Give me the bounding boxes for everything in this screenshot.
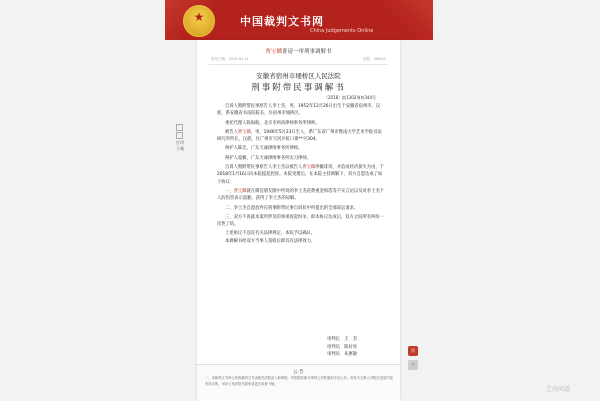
- signers: [327, 336, 357, 359]
- download-icon[interactable]: [176, 132, 183, 139]
- paragraph: 委托代理人陈海航，北京市两高律师事务所律师。: [225, 120, 320, 126]
- watermark: 艺海问道: [546, 386, 571, 393]
- paragraph: 本调解书经双方当事人签收后即具有法律效力。: [225, 238, 316, 244]
- case-title-rest: 诽谤一审刑事调解书: [282, 49, 332, 55]
- document-meta: [209, 57, 388, 65]
- court-name: 安徽省宿州市埇桥区人民法院: [256, 72, 341, 80]
- scroll-up-button[interactable]: ↑: [408, 360, 418, 370]
- document-type: 刑事附带民事调解书: [251, 83, 346, 93]
- document-body: [217, 103, 385, 245]
- paragraph: 辩护人陈忠，广东天诚律师事务所律师。: [225, 146, 303, 152]
- notice-text: 一、本裁判文书库公布的裁判文书由相关法院录入和审核，并依据法律与审判公开的原则予以公开。若有关当事人对相关信息内容有异议的，可向公布法院书面申请更正或者下镜。: [205, 376, 393, 386]
- paragraph: 二、李士杰自愿放弃在刑事附带民事自诉状中所提出的全部诉讼请求。: [225, 205, 359, 211]
- site-subtitle: China Judgements Online: [310, 28, 374, 34]
- case-title: [197, 47, 400, 55]
- signer: 审判员 朱惠敏: [327, 352, 358, 358]
- case-title-name: 曹宝麟: [265, 49, 282, 55]
- paragraph: 自诉人暨附带民事原告人李士杰，男，1952年12月26日出生于安徽省宿州市，汉族，系安徽省书法院院长，住宿州市埇桥区。: [217, 104, 381, 117]
- national-emblem-icon: ★: [183, 5, 215, 37]
- view-count: 浏览：0000次: [363, 57, 386, 61]
- print-icon[interactable]: [176, 124, 183, 131]
- signer: 审判员 陈好亮: [327, 344, 358, 350]
- banner-decoration-right: [373, 0, 433, 40]
- signer: 审判长 王 杰: [327, 337, 358, 342]
- publish-date: 发布日期：2019-02-11: [211, 57, 249, 61]
- site-title[interactable]: 中国裁判文书网: [240, 15, 324, 28]
- paragraph: 三、双方不再就本案所涉及的事项再起纷争，即本协议达成后，双方之间所有纠纷一次性了结。: [217, 214, 384, 228]
- document-page: [197, 40, 400, 400]
- top-button[interactable]: 顶: [408, 346, 418, 356]
- site-banner: [165, 0, 433, 40]
- side-label-text[interactable]: 打印 下载: [176, 140, 184, 151]
- paragraph: 上述协议不违反有关法律规定，本院予以确认。: [225, 231, 316, 237]
- paragraph: 被告人曹宝麟，男，1946年5月23日生人，系广东省广州市暨南大学艺术学院书法研究所所长，汉族，住广州市天河区虹口街**号304。: [217, 129, 382, 143]
- paragraph: 辩护人夏楠，广东天诚律师事务所实习律师。: [225, 155, 311, 161]
- notice-title: 公 告: [293, 370, 304, 375]
- case-number: （2018）皖1302刑初344号: [324, 95, 376, 100]
- paragraph: 自诉人暨附带民事原告人李士杰以被告人曹宝麟涉嫌诽谤，并造成经济损失为由，于2018年1月16日向本院提起控诉。本院受理后，在本院主持调解下，双方自愿达成了如下协议：: [217, 165, 384, 185]
- side-toolbar: [176, 123, 188, 152]
- notice-panel: [197, 364, 400, 401]
- paragraph: 一、曹宝麟就在微信朋友圈中所说的李士杰花费重金购选等不实言论以及对李士杰个人的伤害表示道歉，获得了李士杰的谅解。: [217, 188, 384, 202]
